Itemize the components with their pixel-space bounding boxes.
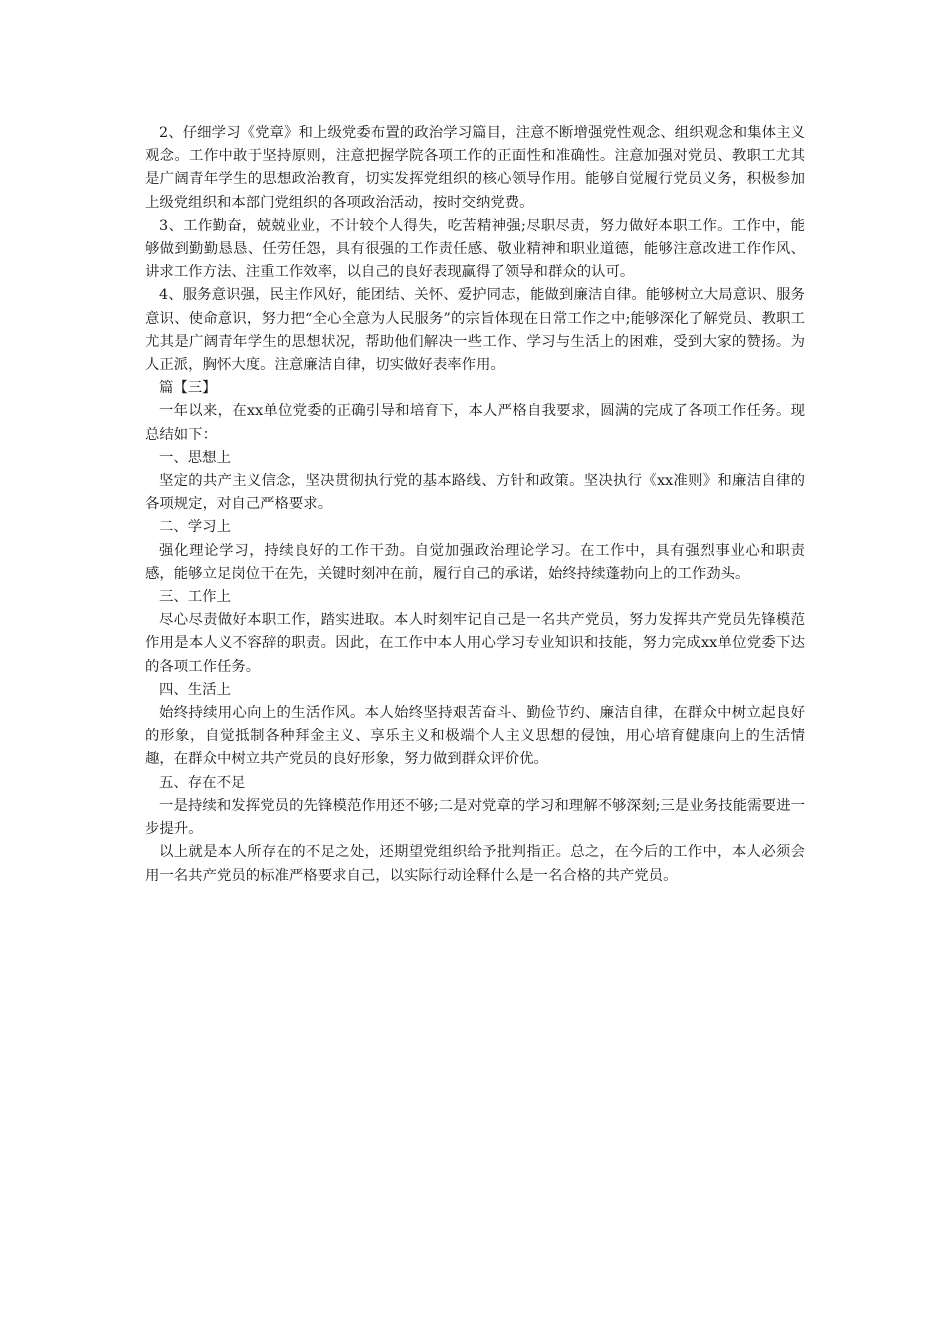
paragraph-life: 始终持续用心向上的生活作风。本人始终坚持艰苦奋斗、勤俭节约、廉洁自律，在群众中树立起良好的形象，自觉抵制各种拜金主义、享乐主义和极端个人主义思想的侵蚀，用心培育健康向上的生活情趣，在群众中树立共产党员的良好形象，努力做到群众评价优。: [145, 705, 805, 768]
paragraph-shortcomings: 一是持续和发挥党员的先锋模范作用还不够;二是对党章的学习和理解不够深刻;三是业务技能需要进一步提升。: [145, 797, 805, 838]
paragraph-thought: 坚定的共产主义信念，坚决贯彻执行党的基本路线、方针和政策。坚决执行《xx准则》和廉洁自律的各项规定，对自己严格要求。: [145, 473, 805, 513]
paragraph-item-3: 3、工作勤奋，兢兢业业，不计较个人得失，吃苦精神强;尽职尽责，努力做好本职工作。工作中，能够做到勤勤恳恳、任劳任怨，具有很强的工作责任感、敬业精神和职业道德，能够注意改进工作作风、讲求工作方法、注重工作效率，以自己的良好表现赢得了领导和群众的认可。: [145, 217, 805, 281]
heading-work: 三、工作上: [159, 589, 231, 606]
document-body: [145, 122, 805, 888]
heading-study: 二、学习上: [159, 519, 231, 536]
heading-thought: 一、思想上: [159, 449, 231, 466]
paragraph-study: 强化理论学习，持续良好的工作干劲。自觉加强政治理论学习。在工作中，具有强烈事业心和职责感，能够立足岗位干在先，关键时刻冲在前，履行自己的承诺，始终持续蓬勃向上的工作劲头。: [145, 542, 805, 582]
paragraph-work: 尽心尽责做好本职工作，踏实进取。本人时刻牢记自己是一名共产党员，努力发挥共产党员先锋模范作用是本人义不容辞的职责。因此，在工作中本人用心学习专业知识和技能，努力完成xx单位党委下达的各项工作任务。: [145, 612, 805, 675]
heading-shortcomings: 五、存在不足: [159, 774, 246, 791]
paragraph-conclusion: 以上就是本人所存在的不足之处，还期望党组织给予批判指正。总之，在今后的工作中，本人必须会用一名共产党员的标准严格要求自己，以实际行动诠释什么是一名合格的共产党员。: [145, 844, 805, 884]
paragraph-intro: 一年以来，在xx单位党委的正确引导和培育下，本人严格自我要求，圆满的完成了各项工作任务。现总结如下：: [145, 403, 805, 443]
section-title-part-three: 篇【三】: [159, 380, 217, 397]
paragraph-item-4: 4、服务意识强，民主作风好，能团结、关怀、爱护同志，能做到廉洁自律。能够树立大局意识、服务意识、使命意识，努力把“全心全意为人民服务”的宗旨体现在日常工作之中;能够深化了解党员、教职工尤其是广阔青年学生的思想状况，帮助他们解决一些工作、学习与生活上的困难，受到大家的赞扬。为人正派，胸怀大度。注意廉洁自律，切实做好表率作用。: [145, 287, 805, 374]
heading-life: 四、生活上: [159, 681, 231, 698]
paragraph-item-2: 2、仔细学习《党章》和上级党委布置的政治学习篇目，注意不断增强党性观念、组织观念和集体主义观念。工作中敢于坚持原则，注意把握学院各项工作的正面性和准确性。注意加强对党员、教职工尤其是广阔青年学生的思想政治教育，切实发挥党组织的核心领导作用。能够自觉履行党员义务，积极参加上级党组织和本部门党组织的各项政治活动，按时交纳党费。: [145, 125, 805, 211]
